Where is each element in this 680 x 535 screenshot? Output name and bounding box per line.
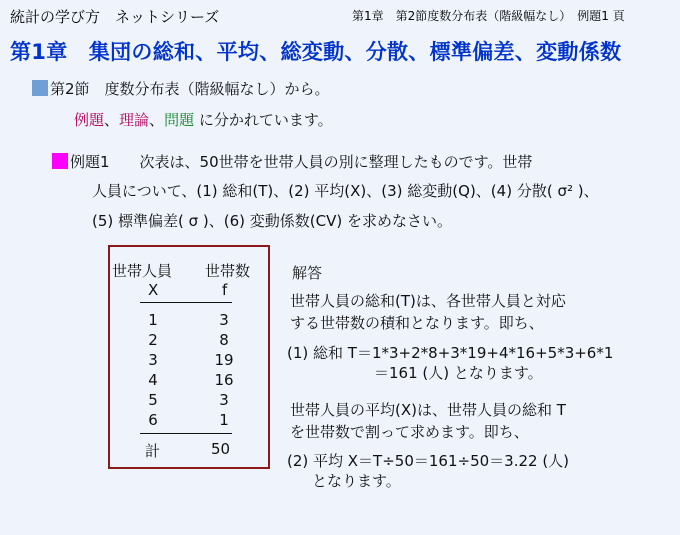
- table-cell-f: 1: [219, 411, 229, 429]
- answer-text-line: を世帯数で割って求めます。即ち、: [290, 423, 529, 441]
- answer-text-line: 世帯人員の平均(X)は、世帯人員の総和 T: [290, 401, 566, 419]
- example-text-line: (5) 標準偏差( σ )、(6) 変動係数(CV) を求めなさい。: [92, 212, 452, 230]
- table-total-label: 計: [145, 442, 161, 460]
- section-nav: [74, 109, 333, 130]
- table-cell-f: 19: [214, 351, 234, 369]
- example-marker-icon: [52, 153, 68, 169]
- example-text-line: 例題1 次表は、50世帯を世帯人員の別に整理したものです。世帯: [70, 153, 533, 171]
- answer-heading: 解答: [292, 264, 323, 282]
- table-header-x: 世帯人員: [112, 262, 173, 280]
- table-cell-f: 8: [219, 331, 229, 349]
- table-symbol-f: f: [222, 281, 228, 299]
- section-title: 第2節 度数分布表（階級幅なし）から。: [50, 80, 330, 98]
- nav-link-theory[interactable]: 理論: [119, 111, 150, 129]
- nav-separator: 、: [104, 111, 120, 129]
- page-breadcrumb: 第1章 第2節度数分布表（階級幅なし） 例題1 頁: [352, 9, 625, 23]
- table-cell-x: 5: [148, 391, 158, 409]
- table-cell-x: 1: [148, 311, 158, 329]
- table-cell-f: 3: [219, 391, 229, 409]
- nav-separator: 、: [149, 111, 165, 129]
- answer-text-line: する世帯数の積和となります。即ち、: [290, 314, 544, 332]
- answer-equation-result: ＝161 (人) となります。: [374, 364, 543, 382]
- nav-link-example[interactable]: 例題: [74, 111, 105, 129]
- table-rule-bottom: [140, 433, 232, 434]
- nav-link-problem[interactable]: 問題: [164, 111, 195, 129]
- chapter-title: 第1章 集団の総和、平均、総変動、分散、標準偏差、変動係数: [10, 40, 622, 64]
- series-title: 統計の学び方 ネットシリーズ: [10, 8, 220, 26]
- example-text-line: 人員について、(1) 総和(T)、(2) 平均(X)、(3) 総変動(Q)、(4) 分散( σ² )、: [92, 182, 599, 200]
- table-rule-top: [140, 302, 232, 303]
- table-cell-x: 4: [148, 371, 158, 389]
- table-cell-x: 2: [148, 331, 158, 349]
- answer-equation-total: (1) 総和 T＝1*3+2*8+3*19+4*16+5*3+6*1: [287, 344, 614, 362]
- table-symbol-x: X: [148, 281, 159, 299]
- table-cell-x: 6: [148, 411, 158, 429]
- nav-text: に分かれています。: [194, 111, 333, 129]
- answer-equation-mean: (2) 平均 X＝T÷50＝161÷50＝3.22 (人): [287, 452, 570, 470]
- table-cell-x: 3: [148, 351, 158, 369]
- table-cell-f: 3: [219, 311, 229, 329]
- table-cell-f: 16: [214, 371, 234, 389]
- answer-text-line: 世帯人員の総和(T)は、各世帯人員と対応: [290, 292, 566, 310]
- section-marker-icon: [32, 80, 48, 96]
- table-total-value: 50: [211, 440, 231, 458]
- answer-equation-result: となります。: [312, 472, 401, 490]
- table-header-f: 世帯数: [205, 262, 251, 280]
